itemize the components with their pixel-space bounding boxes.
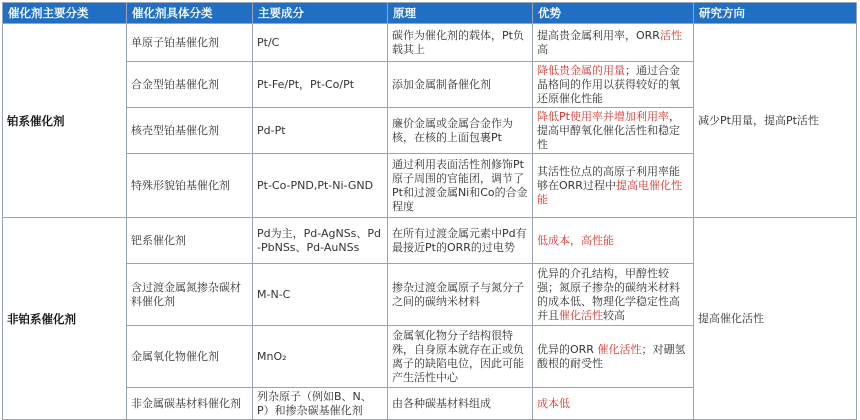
header-research-direction: 研究方向 bbox=[694, 3, 857, 24]
cell-advantage bbox=[533, 62, 694, 108]
cell-type: 特殊形貌铂基催化剂 bbox=[127, 154, 253, 218]
adv-highlight: 催化活性 bbox=[597, 342, 642, 356]
adv-text: ；通过合金晶格间的作用以获得较好的氧还原催化性能 bbox=[537, 63, 680, 105]
adv-highlight: 降低贵金属的用量 bbox=[537, 63, 625, 77]
cell-advantage bbox=[533, 218, 694, 264]
adv-highlight: 降低Pt使用率并增加利用率 bbox=[537, 109, 669, 123]
cell-principle: 在所有过渡金属元素中Pd有最接近Pt的ORR的过电势 bbox=[388, 218, 533, 264]
cell-advantage bbox=[533, 388, 694, 420]
header-main-category: 催化剂主要分类 bbox=[3, 3, 127, 24]
cell-type: 含过渡金属氮掺杂碳材料催化剂 bbox=[127, 264, 253, 326]
direction-non-platinum: 提高催化活性 bbox=[694, 218, 857, 420]
cell-type: 合金型铂基催化剂 bbox=[127, 62, 253, 108]
adv-text: ，提高甲醇氧化催化活性和稳定性 bbox=[537, 109, 680, 151]
cell-advantage bbox=[533, 326, 694, 388]
catalyst-classification-table bbox=[2, 2, 857, 420]
adv-highlight: 成本低 bbox=[537, 396, 570, 410]
cell-component: Pt-Co-PND,Pt-Ni-GND bbox=[253, 154, 388, 218]
cell-type: 钯系催化剂 bbox=[127, 218, 253, 264]
cell-principle: 碳作为催化剂的载体，Pt负载其上 bbox=[388, 24, 533, 62]
adv-text: 提高贵金属利用率，ORR bbox=[537, 28, 660, 42]
adv-highlight: 活性 bbox=[659, 28, 682, 42]
cell-component: Pd-Pt bbox=[253, 108, 388, 154]
cell-advantage bbox=[533, 24, 694, 62]
adv-highlight: 催化活性 bbox=[559, 308, 603, 322]
adv-text: 优异的介孔结构，甲醇性较强；氮原子掺杂的碳纳米材料的成本低、物理化学稳定性高并且 bbox=[537, 266, 680, 322]
header-advantage: 优势 bbox=[533, 3, 694, 24]
adv-text: 高 bbox=[537, 42, 548, 56]
adv-highlight: 提高电催化性能 bbox=[537, 178, 682, 206]
table-row bbox=[3, 24, 857, 62]
header-specific-category: 催化剂具体分类 bbox=[127, 3, 253, 24]
cell-principle: 廉价金属或金属合金作为核，在核的上面包裹Pt bbox=[388, 108, 533, 154]
cell-type: 非金属碳基材料催化剂 bbox=[127, 388, 253, 420]
cell-principle: 金属氧化物分子结构很特殊，自身原本就存在正或负离子的缺陷电位，因此可能产生活性中心 bbox=[388, 326, 533, 388]
cell-principle: 由各种碳基材料组成 bbox=[388, 388, 533, 420]
cell-component: Pt-Fe/Pt，Pt-Co/Pt bbox=[253, 62, 388, 108]
adv-highlight: 低成本，高性能 bbox=[537, 233, 614, 247]
adv-text: 其活性位点的高原子利用率能够在ORR过程中 bbox=[537, 164, 680, 192]
cell-principle: 添加金属制备催化剂 bbox=[388, 62, 533, 108]
adv-text: ；对硼氢酸根的耐受性 bbox=[537, 342, 686, 370]
cell-component: M-N-C bbox=[253, 264, 388, 326]
direction-platinum: 减少Pt用量，提高Pt活性 bbox=[694, 24, 857, 218]
cell-component: MnO₂ bbox=[253, 326, 388, 388]
cell-type: 金属氧化物催化剂 bbox=[127, 326, 253, 388]
catalyst-table-container bbox=[0, 2, 860, 417]
adv-text: 优异的ORR bbox=[537, 342, 598, 356]
header-main-component: 主要成分 bbox=[253, 3, 388, 24]
cell-component: Pd为主，Pd-AgNSs、Pd-PbNSs、Pd-AuNSs bbox=[253, 218, 388, 264]
cell-type: 核壳型铂基催化剂 bbox=[127, 108, 253, 154]
cell-type: 单原子铂基催化剂 bbox=[127, 24, 253, 62]
adv-text: 较高 bbox=[603, 308, 625, 322]
cell-advantage bbox=[533, 108, 694, 154]
cell-principle: 通过利用表面活性剂修饰Pt原子周围的官能团，调节了Pt和过渡金属Ni和Co的合金程度 bbox=[388, 154, 533, 218]
cell-component: 列杂原子（例如B、N、P）和掺杂碳基催化剂 bbox=[253, 388, 388, 420]
header-row bbox=[3, 3, 857, 24]
cell-advantage bbox=[533, 264, 694, 326]
group-non-platinum: 非铂系催化剂 bbox=[3, 218, 127, 420]
cell-advantage bbox=[533, 154, 694, 218]
table-row bbox=[3, 218, 857, 264]
header-principle: 原理 bbox=[388, 3, 533, 24]
cell-principle: 掺杂过渡金属原子与氮分子之间的碳纳米材料 bbox=[388, 264, 533, 326]
cell-component: Pt/C bbox=[253, 24, 388, 62]
group-platinum: 铂系催化剂 bbox=[3, 24, 127, 218]
